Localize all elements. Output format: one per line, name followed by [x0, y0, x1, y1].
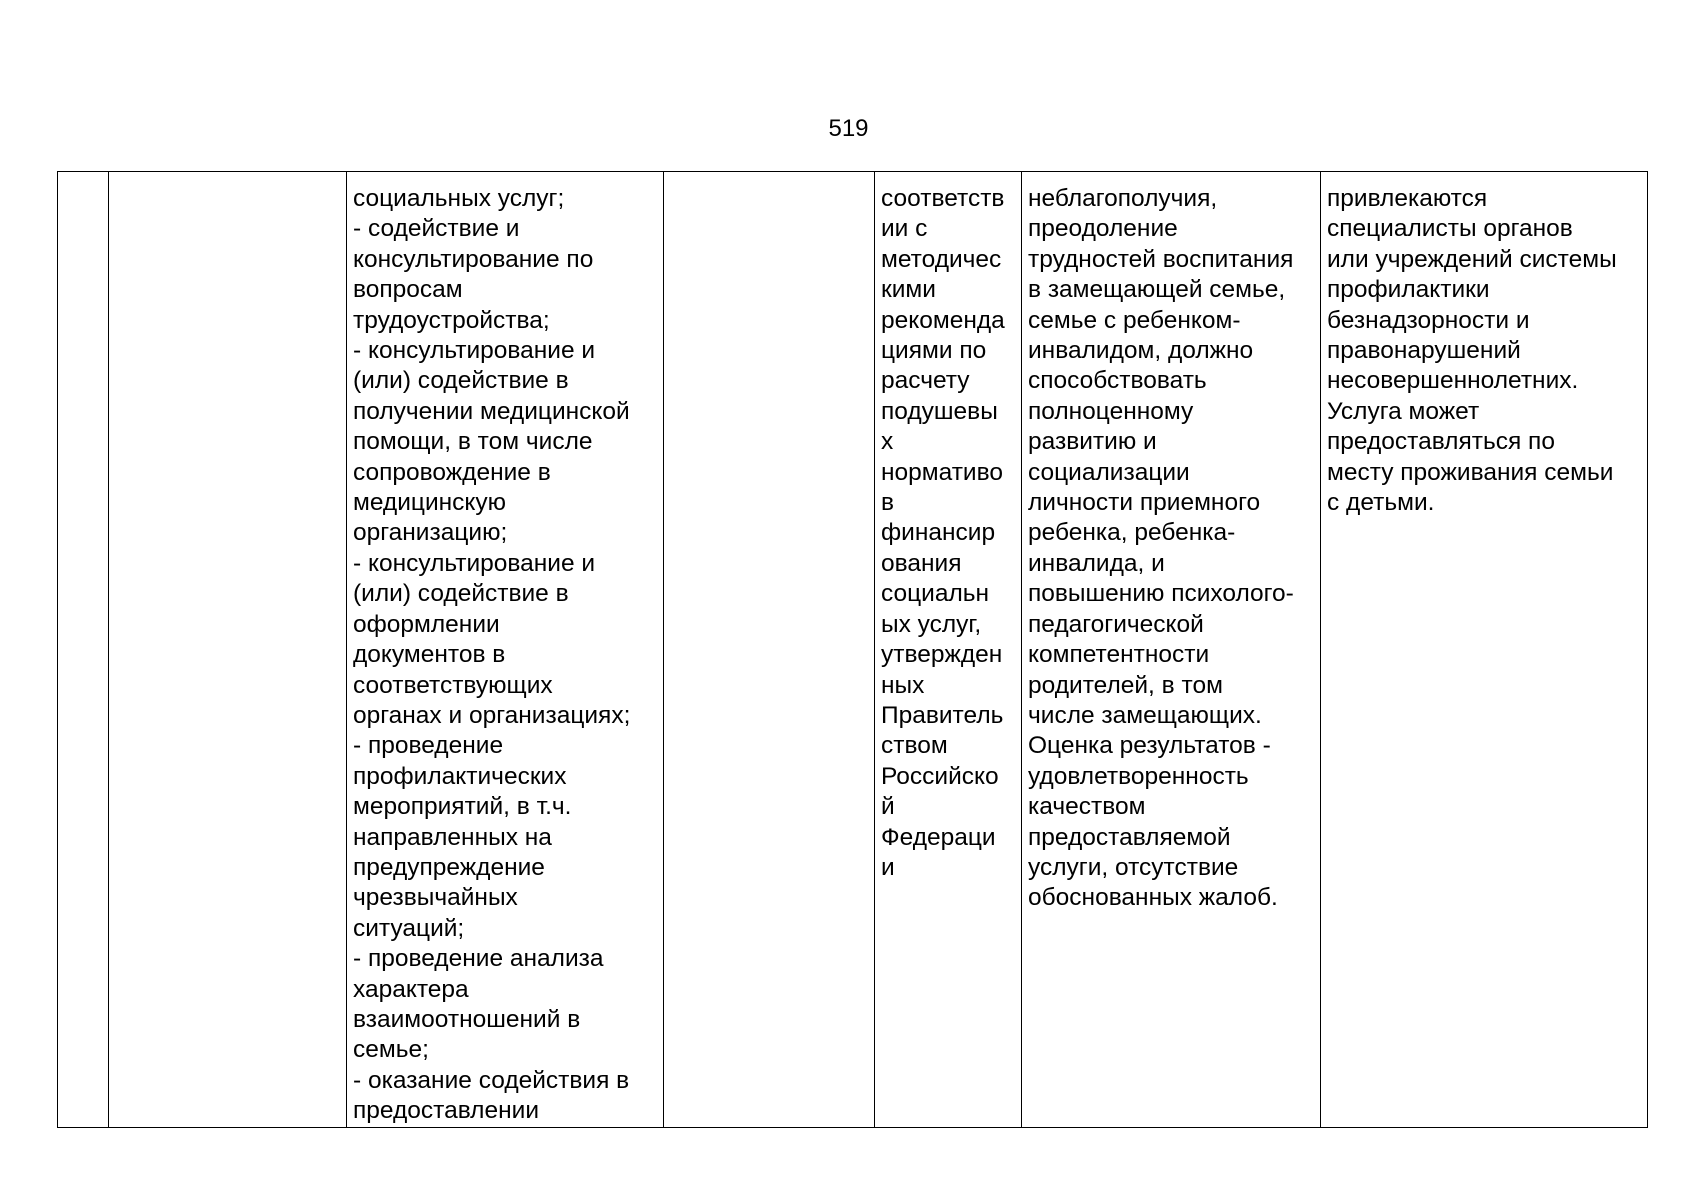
- table-cell-deadline: [664, 172, 875, 1128]
- content-table: [57, 171, 1648, 1128]
- table-cell-number: [58, 172, 109, 1128]
- table-row: [58, 172, 1648, 1128]
- table-cell-conditions: привлекаются специалисты органов или учреждений системы профилактики безнадзорности и правонарушений несовершеннолетних. Услуга может предоставляться по месту проживания семьи с детьми.: [1321, 172, 1648, 1128]
- page-number: 519: [828, 115, 869, 142]
- table-cell-service-name: [109, 172, 347, 1128]
- table-cell-service-content: социальных услуг; - содействие и консультирование по вопросам трудоустройства; - консультирование и (или) содействие в получении медицинской помощи, в том числе сопровождение в медицинскую организацию; - консультирование и (или) содействие в оформлении документов в соответствующих органах и организациях; - проведение профилактических мероприятий, в т.ч. направленных на предупреждение чрезвычайных ситуаций; - проведение анализа характера взаимоотношений в семье; - оказание содействия в предоставлении: [347, 172, 664, 1128]
- table-cell-quality-indicators: неблагополучия, преодоление трудностей воспитания в замещающей семье, семье с ребенком- инвалидом, должно способствовать полноценному развитию и социализации личности приемного ребенка, ребенка- инвалида, и повышению психолого- педагогической компетентности родителей, в том числе замещающих. Оценка результатов - удовлетворенность качеством предоставляемой услуги, отсутствие обоснованных жалоб.: [1022, 172, 1321, 1128]
- table-cell-financing: соответств ии с методичес кими рекоменда циями по расчету подушевы х нормативо в финансир ования социальн ых услуг, утвержден ных Правитель ством Российско й Федераци и: [875, 172, 1022, 1128]
